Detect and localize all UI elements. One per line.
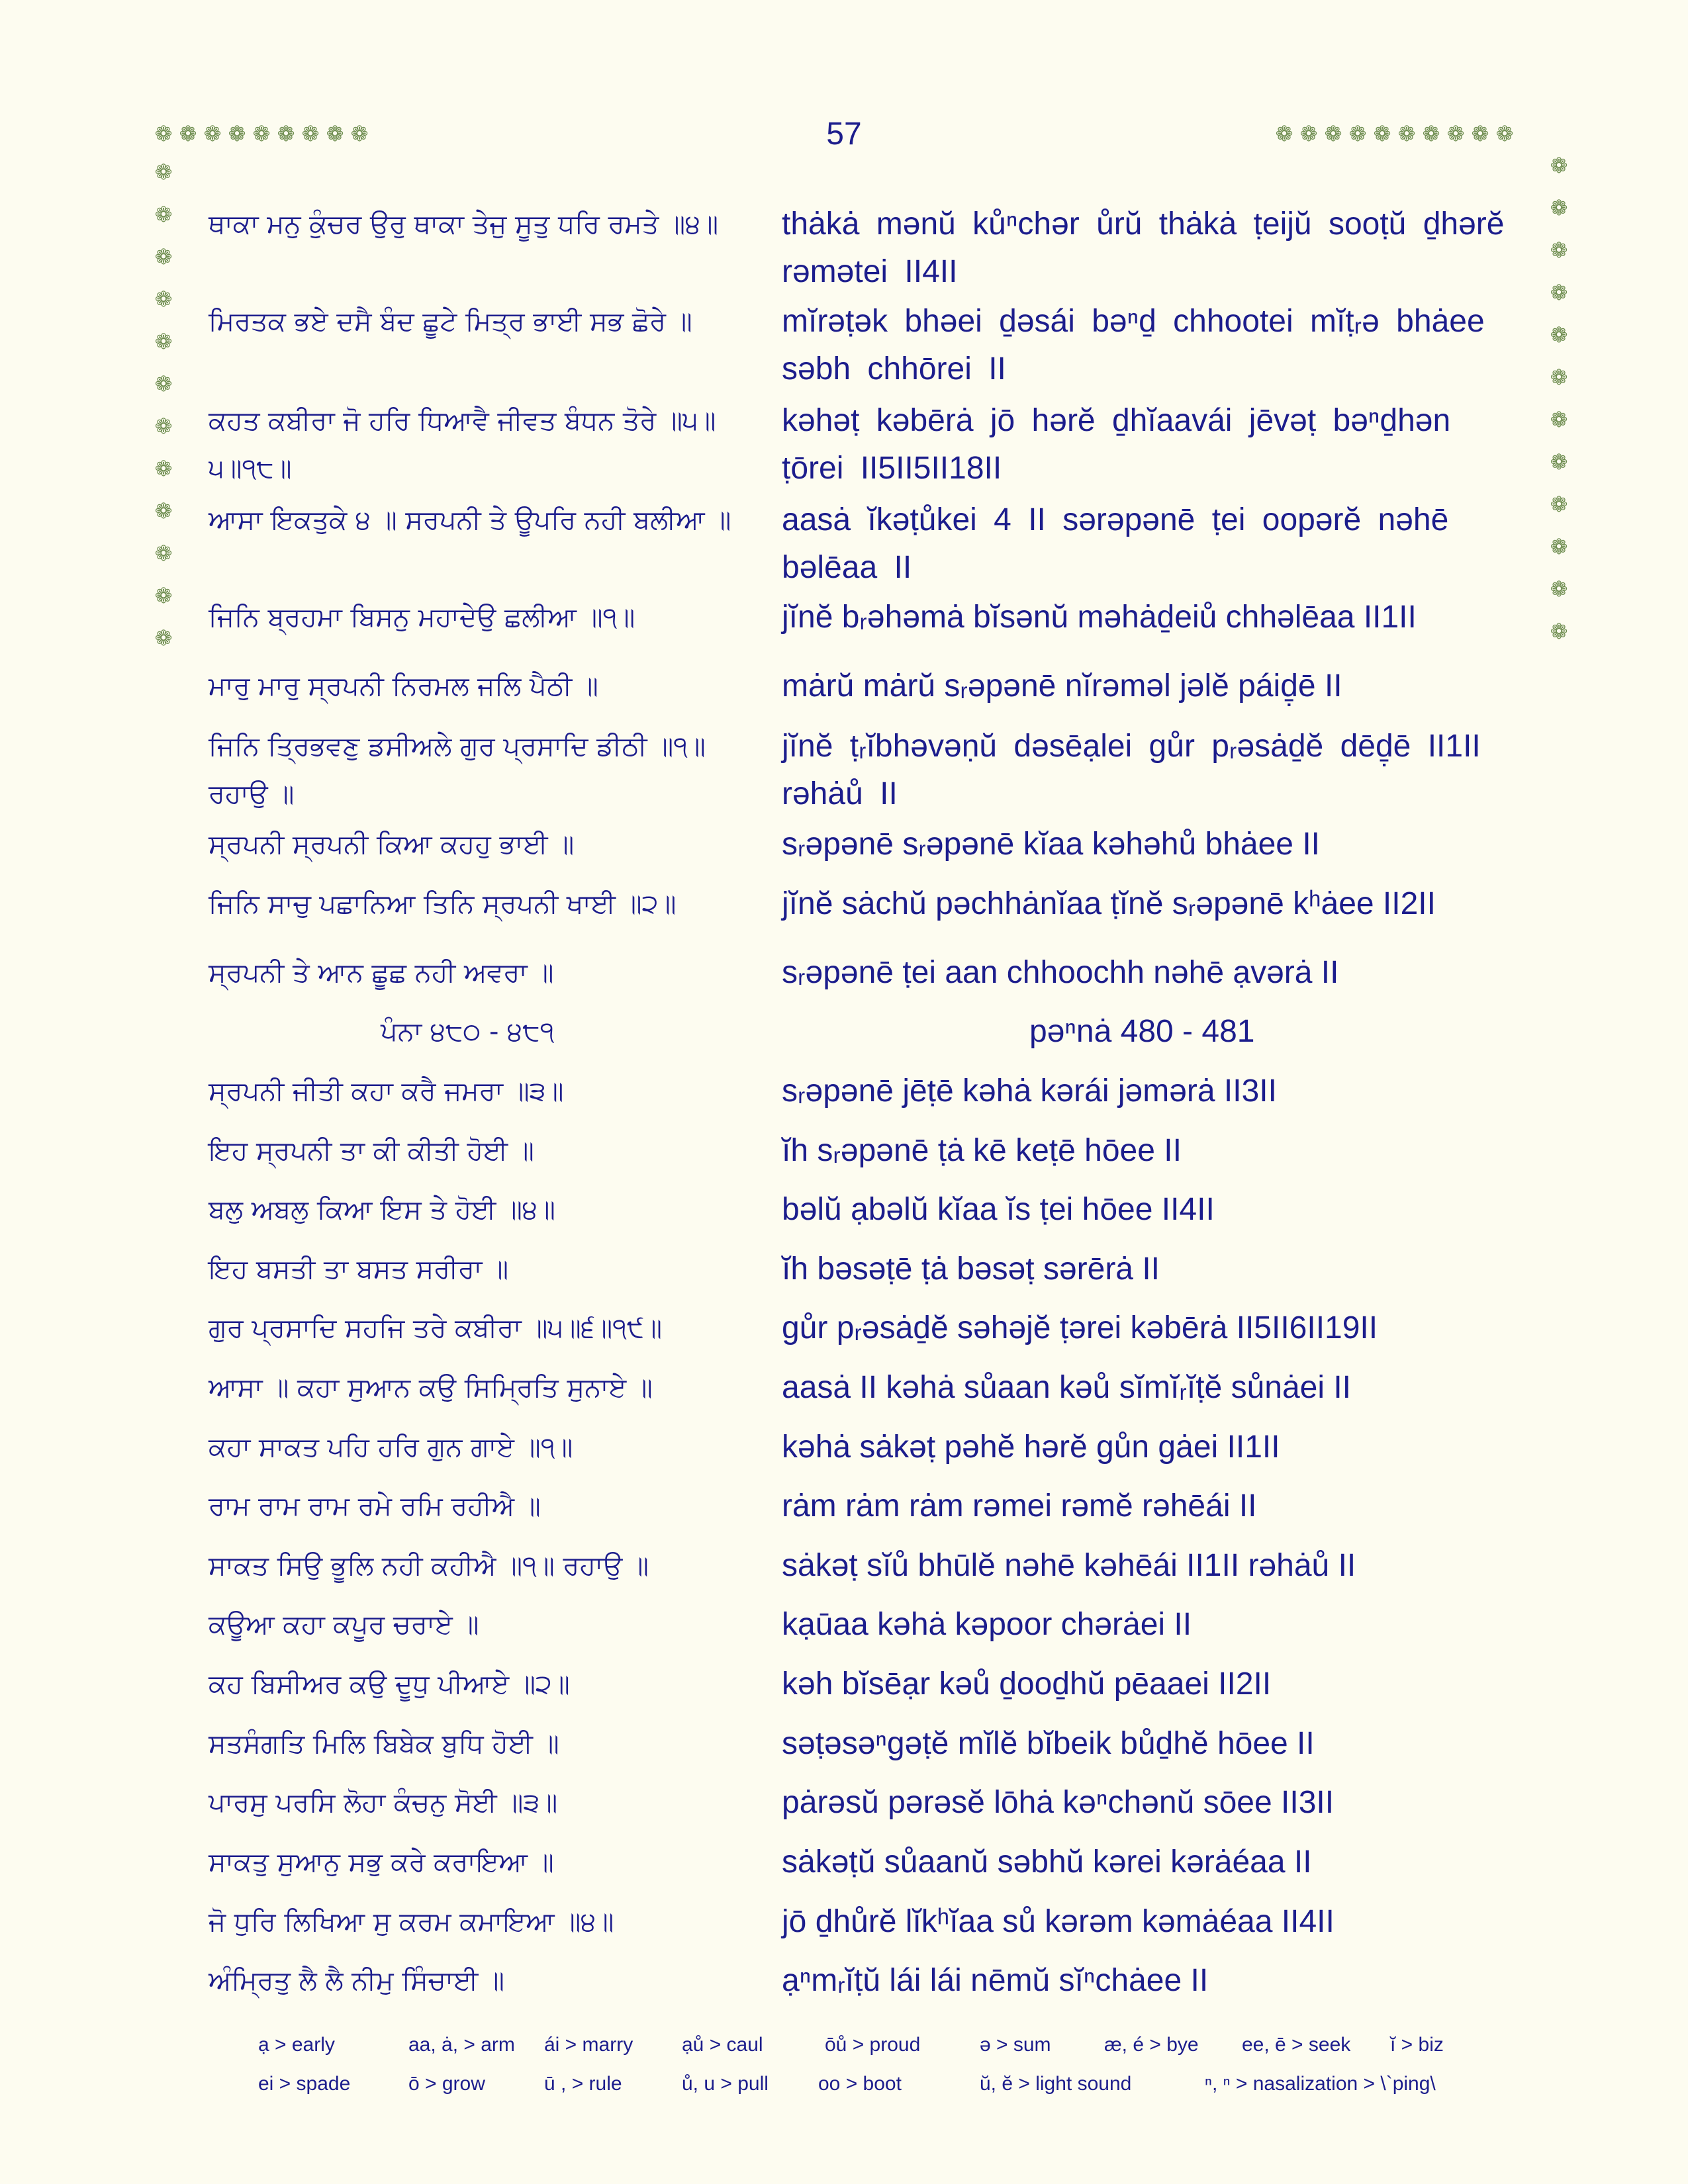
flower-icon: ❁ — [1550, 576, 1568, 602]
verse-row — [209, 723, 1529, 818]
verse-row — [209, 201, 1529, 296]
gurmukhi-line: ਜਿਨਿ ਸਾਚੁ ਪਛਾਨਿਆ ਤਿਨਿ ਸ੍ਰਪਨੀ ਖਾਈ ॥੨॥ — [209, 889, 677, 919]
gurmukhi-line: ਮਿਰਤਕ ਭਏ ਦਸੈ ਬੰਦ ਛੂਟੇ ਮਿਤ੍ਰ ਭਾਈ ਸਭ ਛੋਰੇ ॥ — [209, 306, 692, 337]
verse-row — [209, 1304, 1529, 1352]
flower-icon: ❁ — [203, 121, 222, 146]
flower-icon: ❁ — [1550, 619, 1568, 644]
legend-item: ŭ, ĕ > light sound — [980, 2073, 1132, 2095]
legend-item: ōů > proud — [825, 2034, 921, 2056]
flower-icon: ❁ — [154, 121, 173, 146]
flower-icon: ❁ — [326, 121, 344, 146]
flower-icon: ❁ — [154, 287, 173, 312]
gurmukhi-line: ਸਾਕਤੁ ਸੁਆਨੁ ਸਭੁ ਕਰੇ ਕਰਾਇਆ ॥ — [209, 1847, 554, 1878]
gurmukhi-line: ਬਲੁ ਅਬਲੁ ਕਿਆ ਇਸ ਤੇ ਹੋਈ ॥੪॥ — [209, 1195, 556, 1225]
verse-row — [209, 496, 1529, 592]
flower-icon: ❁ — [154, 202, 173, 227]
transliteration-line: aasȧ II kəhȧ sůaan kəů sĭmĭᵣĭṭĕ sůnȧei II — [782, 1370, 1352, 1405]
flower-icon: ❁ — [154, 414, 173, 439]
flower-icon: ❁ — [1397, 121, 1416, 146]
verse-row — [209, 1246, 1529, 1293]
flower-icon: ❁ — [1550, 407, 1568, 432]
page-number: 57 — [826, 116, 862, 152]
legend-item: ĭ > biz — [1390, 2034, 1444, 2056]
gurmukhi-line: ਆਸਾ ਇਕਤੁਕੇ ੪ ॥ ਸਰਪਨੀ ਤੇ ਊਪਰਿ ਨਹੀ ਬਲੀਆ ॥ — [209, 505, 731, 535]
verse-row — [209, 298, 1529, 393]
gurmukhi-line: ਕਊਆ ਕਹਾ ਕਪੂਰ ਚਰਾਏ ॥ — [209, 1610, 479, 1640]
flower-icon: ❁ — [277, 121, 295, 146]
gurmukhi-line: ਕਹਤ ਕਬੀਰਾ ਜੋ ਹਰਿ ਧਿਆਵੈ ਜੀਵਤ ਬੰਧਨ ਤੋਰੇ ॥੫॥੫॥੧੮॥ — [209, 406, 716, 484]
verse-row — [209, 397, 1529, 492]
page-reference-translit: pəⁿnȧ 480 - 481 — [1029, 1014, 1255, 1049]
transliteration-line: səṭəsəⁿgəṭĕ mĭlĕ bĭbeik bůḏhĕ hōee II — [782, 1726, 1315, 1761]
transliteration-line: sᵣəpənē sᵣəpənē kĭaa kəhəhů bhȧee II — [782, 827, 1320, 862]
flower-icon: ❁ — [1550, 153, 1568, 178]
verse-row — [209, 594, 1529, 641]
verse-row — [209, 949, 1529, 997]
transliteration-line: mĭrəṭək bhəei ḏəsái bəⁿḏ chhootei mĭṭᵣə bhȧee səbh chhōrei II — [782, 304, 1485, 387]
page-reference-gurmukhi: ਪੰਨਾ ੪੮੦ - ੪੮੧ — [381, 1017, 555, 1047]
flower-icon: ❁ — [1348, 121, 1367, 146]
flower-icon: ❁ — [1550, 195, 1568, 220]
transliteration-line: sȧkəṭ sĭů bhūlĕ nəhē kəhēái II1II rəhȧů II — [782, 1548, 1356, 1583]
legend-item: ō > grow — [408, 2073, 485, 2095]
gurmukhi-line: ਕਹ ਬਿਸੀਅਰ ਕਉ ਦੂਧੁ ਪੀਆਏ ॥੨॥ — [209, 1669, 570, 1700]
gurmukhi-line: ਸਤਸੰਗਤਿ ਮਿਲਿ ਬਿਬੇਕ ਬੁਧਿ ਹੋਈ ॥ — [209, 1729, 559, 1759]
verse-row — [209, 1127, 1529, 1175]
gurmukhi-line: ਕਹਾ ਸਾਕਤ ਪਹਿ ਹਰਿ ਗੁਨ ਗਾਏ ॥੧॥ — [209, 1432, 573, 1463]
gurmukhi-line: ਇਹ ਸ੍ਰਪਨੀ ਤਾ ਕੀ ਕੀਤੀ ਹੋਈ ॥ — [209, 1136, 534, 1166]
flower-icon: ❁ — [154, 541, 173, 566]
transliteration-line: ạⁿmᵣĭṭŭ lái lái nēmŭ sĭⁿchȧee II — [782, 1963, 1209, 1998]
legend-item: ə > sum — [980, 2034, 1051, 2056]
flower-icon: ❁ — [350, 121, 369, 146]
verse-row — [209, 821, 1529, 868]
gurmukhi-line: ਗੁਰ ਪ੍ਰਸਾਦਿ ਸਹਜਿ ਤਰੇ ਕਬੀਰਾ ॥੫॥੬॥੧੯॥ — [209, 1313, 663, 1343]
transliteration-line: gůr pᵣəsȧḏĕ səhəjĕ ṭərei kəbērȧ II5II6II19II — [782, 1310, 1378, 1345]
transliteration-line: mȧrŭ mȧrŭ sᵣəpənē nĭrəməl jəlĕ páiḏ̣ē II — [782, 668, 1342, 704]
gurmukhi-line: ਅੰਮ੍ਰਿਤੁ ਲੈ ਲੈ ਨੀਮੁ ਸਿੰਚਾਈ ॥ — [209, 1966, 505, 1996]
transliteration-line: sᵣəpənē ṭei aan chhoochh nəhē ạvərȧ II — [782, 955, 1339, 990]
verse-row — [209, 1186, 1529, 1234]
transliteration-line: sᵣəpənē jēṭē kəhȧ kərái jəmərȧ II3II — [782, 1073, 1277, 1109]
legend-item: ei > spade — [258, 2073, 351, 2095]
flower-icon: ❁ — [228, 121, 246, 146]
transliteration-line: thȧkȧ mənŭ kůⁿchər ůrŭ thȧkȧ ṭeijŭ sooṭŭ ḏhərĕ rəmətei II4II — [782, 206, 1505, 289]
flower-icon: ❁ — [154, 625, 173, 651]
flower-icon: ❁ — [1275, 121, 1293, 146]
flower-icon: ❁ — [154, 371, 173, 396]
flower-icon: ❁ — [154, 329, 173, 354]
gurmukhi-line: ਆਸਾ ॥ ਕਹਾ ਸੁਆਨ ਕਉ ਸਿਮ੍ਰਿਤਿ ਸੁਨਾਏ ॥ — [209, 1373, 653, 1403]
gurmukhi-line: ਸ੍ਰਪਨੀ ਸ੍ਰਪਨੀ ਕਿਆ ਕਹਹੁ ਭਾਈ ॥ — [209, 829, 575, 860]
flower-icon: ❁ — [1550, 534, 1568, 559]
verse-row — [209, 1068, 1529, 1115]
verse-row — [209, 1839, 1529, 1886]
legend-item: æ, é > bye — [1104, 2034, 1199, 2056]
flower-icon: ❁ — [1550, 322, 1568, 347]
transliteration-line: kəhəṭ kəbērȧ jō hərĕ ḏhĭaavái jēvəṭ bəⁿḏhən ṭōrei II5II5II18II — [782, 403, 1451, 486]
page-reference — [209, 1008, 1529, 1056]
legend-item: ạ > early — [258, 2034, 335, 2056]
transliteration-line: rȧm rȧm rȧm rəmei rəmĕ rəhēái II — [782, 1488, 1257, 1524]
transliteration-line: kạūaa kəhȧ kəpoor chərȧei II — [782, 1607, 1192, 1642]
transliteration-line: jō ḏhůrĕ lĭkʰĭaa sů kərəm kəmȧéaa II4II — [782, 1904, 1335, 1939]
transliteration-line: aasȧ ĭkəṭůkei 4 II sərəpənē ṭei oopərĕ nəhē bəlēaa II — [782, 502, 1449, 585]
verse-row — [209, 1661, 1529, 1708]
verse-row — [209, 880, 1529, 928]
legend-item: ee, ē > seek — [1242, 2034, 1351, 2056]
pronunciation-legend-row — [258, 2073, 1483, 2102]
flower-icon: ❁ — [301, 121, 320, 146]
legend-item: ái > marry — [544, 2034, 633, 2056]
flower-icon: ❁ — [154, 456, 173, 481]
verse-row — [209, 662, 1529, 710]
gurmukhi-line: ਜਿਨਿ ਤ੍ਰਿਭਵਣੁ ਡਸੀਅਲੇ ਗੁਰ ਪ੍ਰਸਾਦਿ ਡੀਠੀ ॥੧॥ ਰਹਾਉ ॥ — [209, 731, 706, 809]
transliteration-line: jĭnĕ bᵣəhəmȧ bĭsənŭ məhȧḏeiů chhəlēaa II1II — [782, 600, 1417, 635]
verse-row — [209, 1720, 1529, 1768]
gurmukhi-line: ਪਾਰਸੁ ਪਰਸਿ ਲੋਹਾ ਕੰਚਨੁ ਸੋਈ ॥੩॥ — [209, 1788, 558, 1818]
flower-icon: ❁ — [1299, 121, 1318, 146]
transliteration-line: jĭnĕ ṭᵣĭbhəvəṇŭ dəsēạlei gůr pᵣəsȧḏĕ dēḏ̣ē II1II rəhȧů II — [782, 729, 1481, 811]
pronunciation-legend-row — [258, 2034, 1483, 2063]
flower-icon: ❁ — [1324, 121, 1342, 146]
gurmukhi-line: ਮਾਰੁ ਮਾਰੁ ਸ੍ਰਪਨੀ ਨਿਰਮਲ ਜਲਿ ਪੈਠੀ ॥ — [209, 671, 598, 702]
gurmukhi-line: ਜਿਨਿ ਬ੍ਰਹਮਾ ਬਿਸਨੁ ਮਹਾਦੇਉ ਛਲੀਆ ॥੧॥ — [209, 602, 635, 633]
transliteration-line: kəhȧ sȧkəṭ pəhĕ hərĕ gůn gȧei II1II — [782, 1430, 1280, 1465]
flower-icon: ❁ — [1550, 449, 1568, 475]
flower-icon: ❁ — [1550, 280, 1568, 305]
flower-icon: ❁ — [1495, 121, 1514, 146]
transliteration-line: sȧkəṭŭ sůaanŭ səbhŭ kərei kərȧéaa II — [782, 1844, 1312, 1880]
verse-row — [209, 1482, 1529, 1530]
legend-item: ạů > caul — [682, 2034, 763, 2056]
transliteration-line: kəh bĭsēạr kəů ḏooḏhŭ pēaaei II2II — [782, 1666, 1272, 1702]
legend-item: aa, ȧ, > arm — [408, 2034, 515, 2056]
gurmukhi-line: ਇਹ ਬਸਤੀ ਤਾ ਬਸਤ ਸਰੀਰਾ ॥ — [209, 1254, 509, 1285]
transliteration-line: pȧrəsŭ pərəsĕ lōhȧ kəⁿchənŭ sōee II3II — [782, 1785, 1335, 1820]
flower-icon: ❁ — [1550, 365, 1568, 390]
transliteration-line: jĭnĕ sȧchŭ pəchhȧnĭaa ṭĭnĕ sᵣəpənē kʰȧee II2II — [782, 886, 1436, 921]
flower-icon: ❁ — [154, 583, 173, 608]
legend-item: ū , > rule — [544, 2073, 622, 2095]
flower-icon: ❁ — [179, 121, 197, 146]
gurmukhi-line: ਰਾਮ ਰਾਮ ਰਾਮ ਰਮੇ ਰਮਿ ਰਹੀਐ ॥ — [209, 1491, 541, 1522]
flower-icon: ❁ — [1471, 121, 1489, 146]
gurmukhi-line: ਸਾਕਤ ਸਿਉ ਭੂਲਿ ਨਹੀ ਕਹੀਐ ॥੧॥ ਰਹਾਉ ॥ — [209, 1551, 649, 1581]
flower-icon: ❁ — [154, 498, 173, 523]
verse-row — [209, 1364, 1529, 1412]
flower-icon: ❁ — [1550, 492, 1568, 517]
flower-icon: ❁ — [1446, 121, 1465, 146]
transliteration-line: ĭh sᵣəpənē ṭȧ kē keṭē hōee II — [782, 1133, 1182, 1168]
gurmukhi-line: ਸ੍ਰਪਨੀ ਤੇ ਆਨ ਛੂਛ ਨਹੀ ਅਵਰਾ ॥ — [209, 958, 554, 988]
gurmukhi-line: ਸ੍ਰਪਨੀ ਜੀਤੀ ਕਹਾ ਕਰੈ ਜਮਰਾ ॥੩॥ — [209, 1076, 564, 1107]
transliteration-line: bəlŭ ạbəlŭ kĭaa ĭs ṭei hōee II4II — [782, 1192, 1215, 1227]
verse-row — [209, 1542, 1529, 1590]
legend-item: oo > boot — [818, 2073, 902, 2095]
flower-icon: ❁ — [1550, 238, 1568, 263]
verse-row — [209, 1779, 1529, 1827]
verse-row — [209, 1957, 1529, 2005]
flower-icon: ❁ — [154, 244, 173, 269]
legend-item: ⁿ, ⁿ > nasalization > \`ping\ — [1205, 2073, 1436, 2095]
gurmukhi-line: ਜੋ ਧੁਰਿ ਲਿਖਿਆ ਸੁ ਕਰਮ ਕਮਾਇਆ ॥੪॥ — [209, 1907, 614, 1937]
verse-row — [209, 1424, 1529, 1471]
verse-row — [209, 1601, 1529, 1649]
flower-icon: ❁ — [252, 121, 271, 146]
legend-item: ů, u > pull — [682, 2073, 769, 2095]
flower-icon: ❁ — [1422, 121, 1440, 146]
flower-icon: ❁ — [154, 159, 173, 185]
flower-icon: ❁ — [1373, 121, 1391, 146]
verse-row — [209, 1898, 1529, 1946]
transliteration-line: ĭh bəsəṭē ṭȧ bəsəṭ sərērȧ II — [782, 1251, 1160, 1287]
gurmukhi-line: ਥਾਕਾ ਮਨੁ ਕੁੰਚਰ ਉਰੁ ਥਾਕਾ ਤੇਜੁ ਸੂਤੁ ਧਰਿ ਰਮਤੇ ॥੪॥ — [209, 209, 719, 240]
